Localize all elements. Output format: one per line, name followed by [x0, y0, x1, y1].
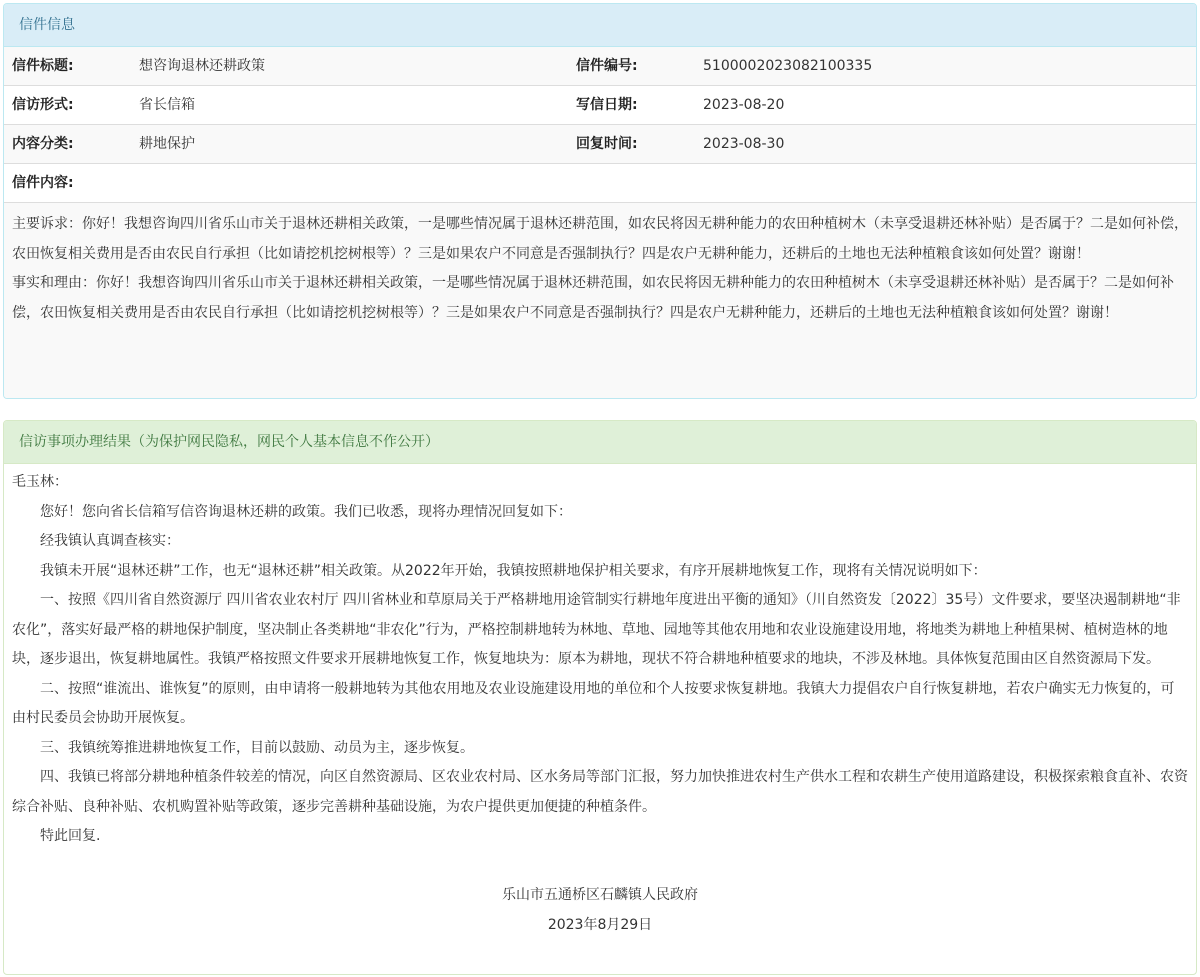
reply-result-title: 信访事项办理结果（为保护网民隐私，网民个人基本信息不作公开） [4, 421, 1196, 464]
facts-reasons-paragraph: 事实和理由：你好！我想咨询四川省乐山市关于退林还耕相关政策，一是哪些情况属于退林还耕范围，如农民将因无耕种能力的农田种植树木（未享受退耕还林补贴）是否属于？二是如何补偿，农田恢复相关费用是否由农民自行承担（比如请挖机挖树根等）？三是如果农户不同意是否强制执行？四是农户无耕种能力，还耕后的土地也无法种植粮食该如何处置？谢谢！ [12, 275, 1174, 321]
content-category-label: 内容分类: [12, 136, 74, 152]
reply-date: 2023年8月29日 [547, 916, 653, 933]
main-request-paragraph: 主要诉求：你好！我想咨询四川省乐山市关于退林还耕相关政策，一是哪些情况属于退林还耕范围，如农民将因无耕种能力的农田种植树木（未享受退耕还林补贴）是否属于？二是如何补偿，农田恢复相关费用是否由农民自行承担（比如请挖机挖树根等）？三是如果农户不同意是否强制执行？四是农户无耕种能力，还耕后的土地也无法种植粮食该如何处置？谢谢！ [12, 216, 1188, 262]
reply-body [4, 464, 1196, 940]
letter-number-value: 5100002023082100335 [703, 58, 873, 74]
reply-paragraph: 一、按照《四川省自然资源厅 四川省农业农村厅 四川省林业和草原局关于严格耕地用途管制实行耕地年度进出平衡的通知》（川自然资发〔2022〕35号）文件要求，要坚决遏制耕地“非农化”，落实好最严格的耕地保护制度，坚决制止各类耕地“非农化”行为，严格控制耕地转为林地、草地、园地等其他农用地和农业设施建设用地，将地类为耕地上种植果树、植树造林的地块，逐步退出，恢复耕地属性。我镇严格按照文件要求开展耕地恢复工作，恢复地块为：原本为耕地，现状不符合耕地种植要求的地块，不涉及林地。具体恢复范围由区自然资源局下发。 [12, 592, 1181, 667]
letter-title-label: 信件标题: [12, 58, 74, 74]
letter-number-label: 信件编号: [576, 58, 638, 74]
letter-form-label: 信访形式: [12, 97, 74, 113]
letter-form-value: 省长信箱 [139, 97, 195, 113]
reply-paragraph: 二、按照“谁流出、谁恢复”的原则，由申请将一般耕地转为其他农用地及农业设施建设用地的单位和个人按要求恢复耕地。我镇大力提倡农户自行恢复耕地，若农户确实无力恢复的，可由村民委员会协助开展恢复。 [12, 680, 1175, 726]
write-date-label: 写信日期: [576, 97, 638, 113]
reply-paragraph: 您好！您向省长信箱写信咨询退林还耕的政策。我们已收悉，现将办理情况回复如下： [40, 503, 572, 520]
reply-closing: 特此回复. [40, 828, 101, 844]
letter-info-panel [3, 3, 1197, 399]
reply-time-label: 回复时间: [576, 136, 638, 152]
reply-paragraph: 四、我镇已将部分耕地种植条件较差的情况，向区自然资源局、区农业农村局、区水务局等部门汇报，努力加快推进农村生产供水工程和农耕生产使用道路建设，积极探索粮食直补、农资综合补贴、良种补贴、农机购置补贴等政策，逐步完善耕种基础设施，为农户提供更加便捷的种植条件。 [12, 769, 1188, 815]
reply-paragraph: 三、我镇统筹推进耕地恢复工作，目前以鼓励、动员为主，逐步恢复。 [40, 739, 474, 756]
letter-info-title: 信件信息 [4, 4, 1196, 47]
letter-content-row [4, 164, 1196, 203]
reply-paragraph: 我镇未开展“退林还耕”工作，也无“退林还耕”相关政策。从2022年开始，我镇按照耕地保护相关要求，有序开展耕地恢复工作，现将有关情况说明如下： [40, 562, 987, 579]
spacer [12, 852, 1188, 882]
letter-content-label: 信件内容: [12, 175, 74, 191]
reply-paragraph: 经我镇认真调查核实： [40, 533, 180, 549]
reply-signature: 乐山市五通桥区石麟镇人民政府 [502, 887, 698, 903]
reply-result-panel [3, 420, 1197, 975]
write-date-value: 2023-08-20 [703, 97, 785, 113]
letter-info-row [4, 86, 1196, 125]
reply-time-value: 2023-08-30 [703, 136, 785, 152]
letter-info-row [4, 125, 1196, 164]
content-category-value: 耕地保护 [139, 136, 195, 152]
letter-content-body [4, 203, 1196, 399]
letter-title-value: 想咨询退林还耕政策 [139, 58, 265, 74]
letter-info-row [4, 47, 1196, 86]
reply-salutation: 毛玉林： [12, 474, 68, 490]
